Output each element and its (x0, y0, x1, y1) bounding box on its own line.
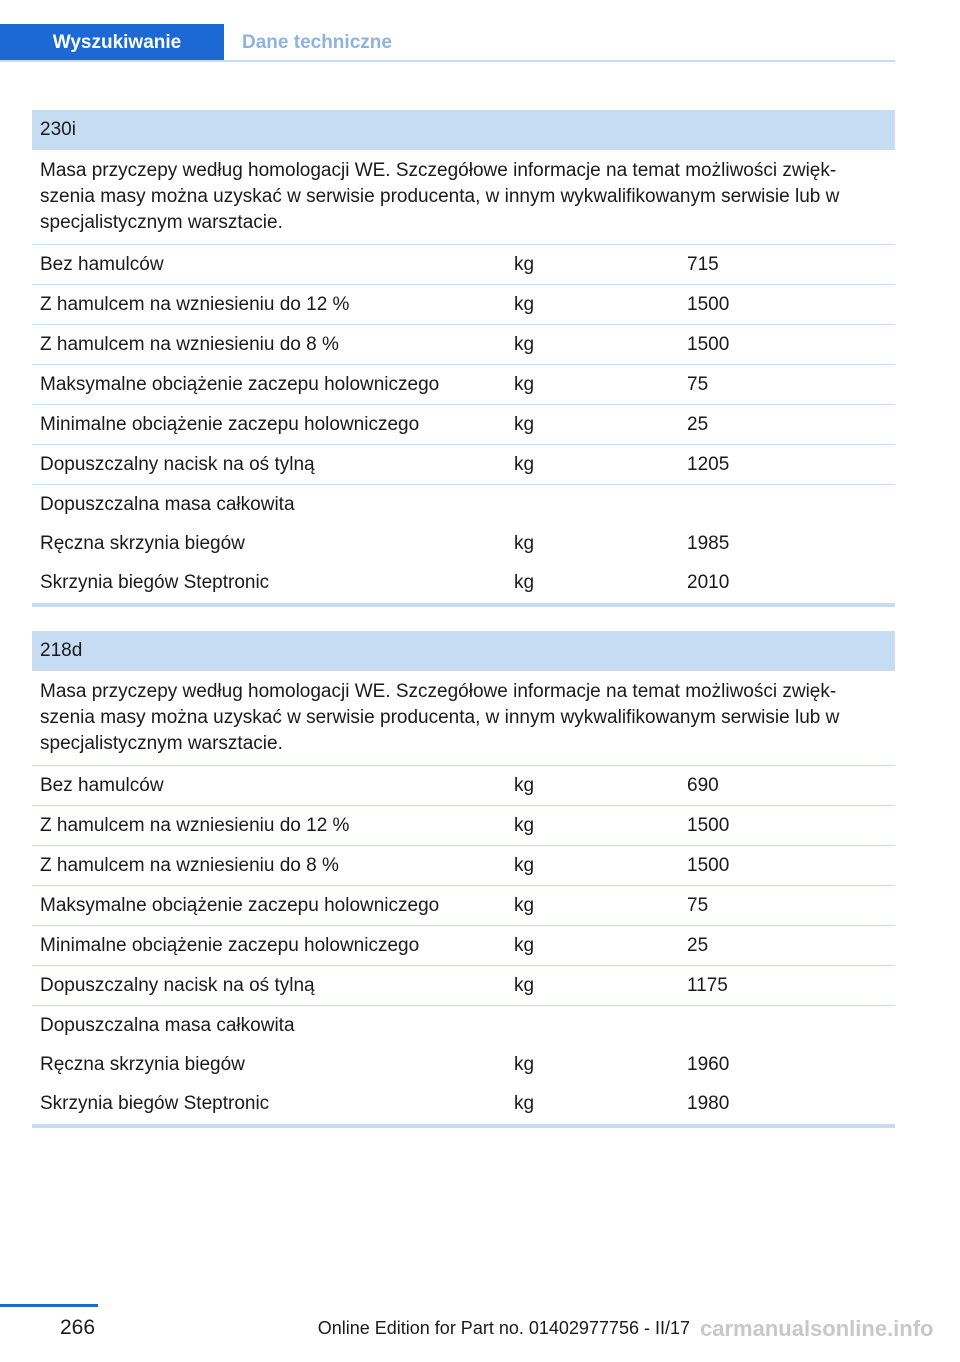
spec-table-218d (32, 631, 895, 1128)
row-label: Z hamulcem na wzniesieniu do 8 % (40, 333, 339, 355)
table-row (32, 966, 895, 1006)
header (0, 24, 895, 62)
table-row (32, 846, 895, 886)
row-value: 1500 (687, 814, 730, 836)
table-row (32, 1084, 895, 1123)
row-unit: kg (514, 934, 535, 956)
row-label: Z hamulcem na wzniesieniu do 8 % (40, 854, 339, 876)
row-unit: kg (514, 373, 535, 395)
table-row (32, 1045, 895, 1084)
row-label: Dopuszczalna masa całkowita (40, 1014, 295, 1036)
row-value: 1500 (687, 854, 730, 876)
table-row (32, 926, 895, 966)
table-description: Masa przyczepy według homologacji WE. Szczegółowe informacje na temat możliwości zwięk-szenia masy można uzyskać w serwisie producenta, w innym wykwalifikowanym serwisie lub w specjalistycznym warsztacie. (32, 671, 895, 766)
header-divider (0, 60, 895, 62)
row-label: Ręczna skrzynia biegów (40, 532, 245, 554)
row-label: Skrzynia biegów Steptronic (40, 1092, 270, 1114)
row-label: Skrzynia biegów Steptronic (40, 571, 270, 593)
table-row (32, 886, 895, 926)
row-unit: kg (514, 253, 535, 275)
table-row (32, 1006, 895, 1045)
row-unit: kg (514, 413, 535, 435)
row-unit: kg (514, 453, 535, 475)
table-row (32, 524, 895, 563)
row-value: 1960 (687, 1053, 730, 1075)
table-bottom-border (32, 603, 895, 607)
table-row (32, 485, 895, 524)
row-label: Maksymalne obciążenie zaczepu holowniczego (40, 894, 440, 916)
row-label: Ręczna skrzynia biegów (40, 1053, 245, 1075)
row-value: 75 (687, 894, 709, 916)
row-label: Dopuszczalna masa całkowita (40, 493, 295, 515)
row-unit: kg (514, 814, 535, 836)
table-title: 230i (32, 110, 895, 150)
row-unit: kg (514, 774, 535, 796)
table-row (32, 806, 895, 846)
edition-text: Online Edition for Part no. 01402977756 - II/17 (317, 1318, 690, 1338)
row-label: Maksymalne obciążenie zaczepu holowniczego (40, 373, 440, 395)
row-label: Dopuszczalny nacisk na oś tylną (40, 974, 315, 996)
row-unit: kg (514, 1092, 535, 1114)
table-row (32, 405, 895, 445)
row-unit: kg (514, 1053, 535, 1075)
row-unit: kg (514, 571, 535, 593)
footer-accent-line (0, 1304, 98, 1307)
table-row (32, 445, 895, 485)
table-description: Masa przyczepy według homologacji WE. Szczegółowe informacje na temat możliwości zwięk-szenia masy można uzyskać w serwisie producenta, w innym wykwalifikowanym serwisie lub w specjalistycznym warsztacie. (32, 150, 895, 245)
row-label: Z hamulcem na wzniesieniu do 12 % (40, 293, 350, 315)
table-row (32, 325, 895, 365)
row-unit: kg (514, 333, 535, 355)
row-unit: kg (514, 974, 535, 996)
table-row (32, 285, 895, 325)
table-title: 218d (32, 631, 895, 671)
tab-wyszukiwanie[interactable]: Wyszukiwanie (0, 24, 224, 62)
watermark: carmanualsonline.info (700, 1316, 934, 1341)
table-row (32, 563, 895, 602)
row-unit: kg (514, 894, 535, 916)
row-value: 1985 (687, 532, 730, 554)
row-label: Bez hamulców (40, 253, 164, 275)
row-value: 2010 (687, 571, 730, 593)
row-value: 25 (687, 413, 709, 435)
spec-table-230i (32, 110, 895, 607)
page-number: 266 (60, 1316, 96, 1339)
row-value: 1175 (687, 974, 728, 996)
table-row (32, 245, 895, 285)
row-unit: kg (514, 854, 535, 876)
row-value: 75 (687, 373, 709, 395)
row-value: 1500 (687, 333, 730, 355)
row-value: 1980 (687, 1092, 730, 1114)
table-row (32, 365, 895, 405)
row-label: Minimalne obciążenie zaczepu holowniczego (40, 934, 420, 956)
row-value: 715 (687, 253, 719, 275)
row-value: 690 (687, 774, 719, 796)
table-row (32, 766, 895, 806)
row-label: Minimalne obciążenie zaczepu holowniczego (40, 413, 420, 435)
row-value: 1205 (687, 453, 730, 475)
table-bottom-border (32, 1124, 895, 1128)
row-label: Bez hamulców (40, 774, 164, 796)
row-label: Z hamulcem na wzniesieniu do 12 % (40, 814, 350, 836)
tab-dane-techniczne[interactable]: Dane techniczne (242, 32, 392, 53)
row-label: Dopuszczalny nacisk na oś tylną (40, 453, 315, 475)
row-value: 1500 (687, 293, 730, 315)
row-unit: kg (514, 293, 535, 315)
row-unit: kg (514, 532, 535, 554)
row-value: 25 (687, 934, 709, 956)
